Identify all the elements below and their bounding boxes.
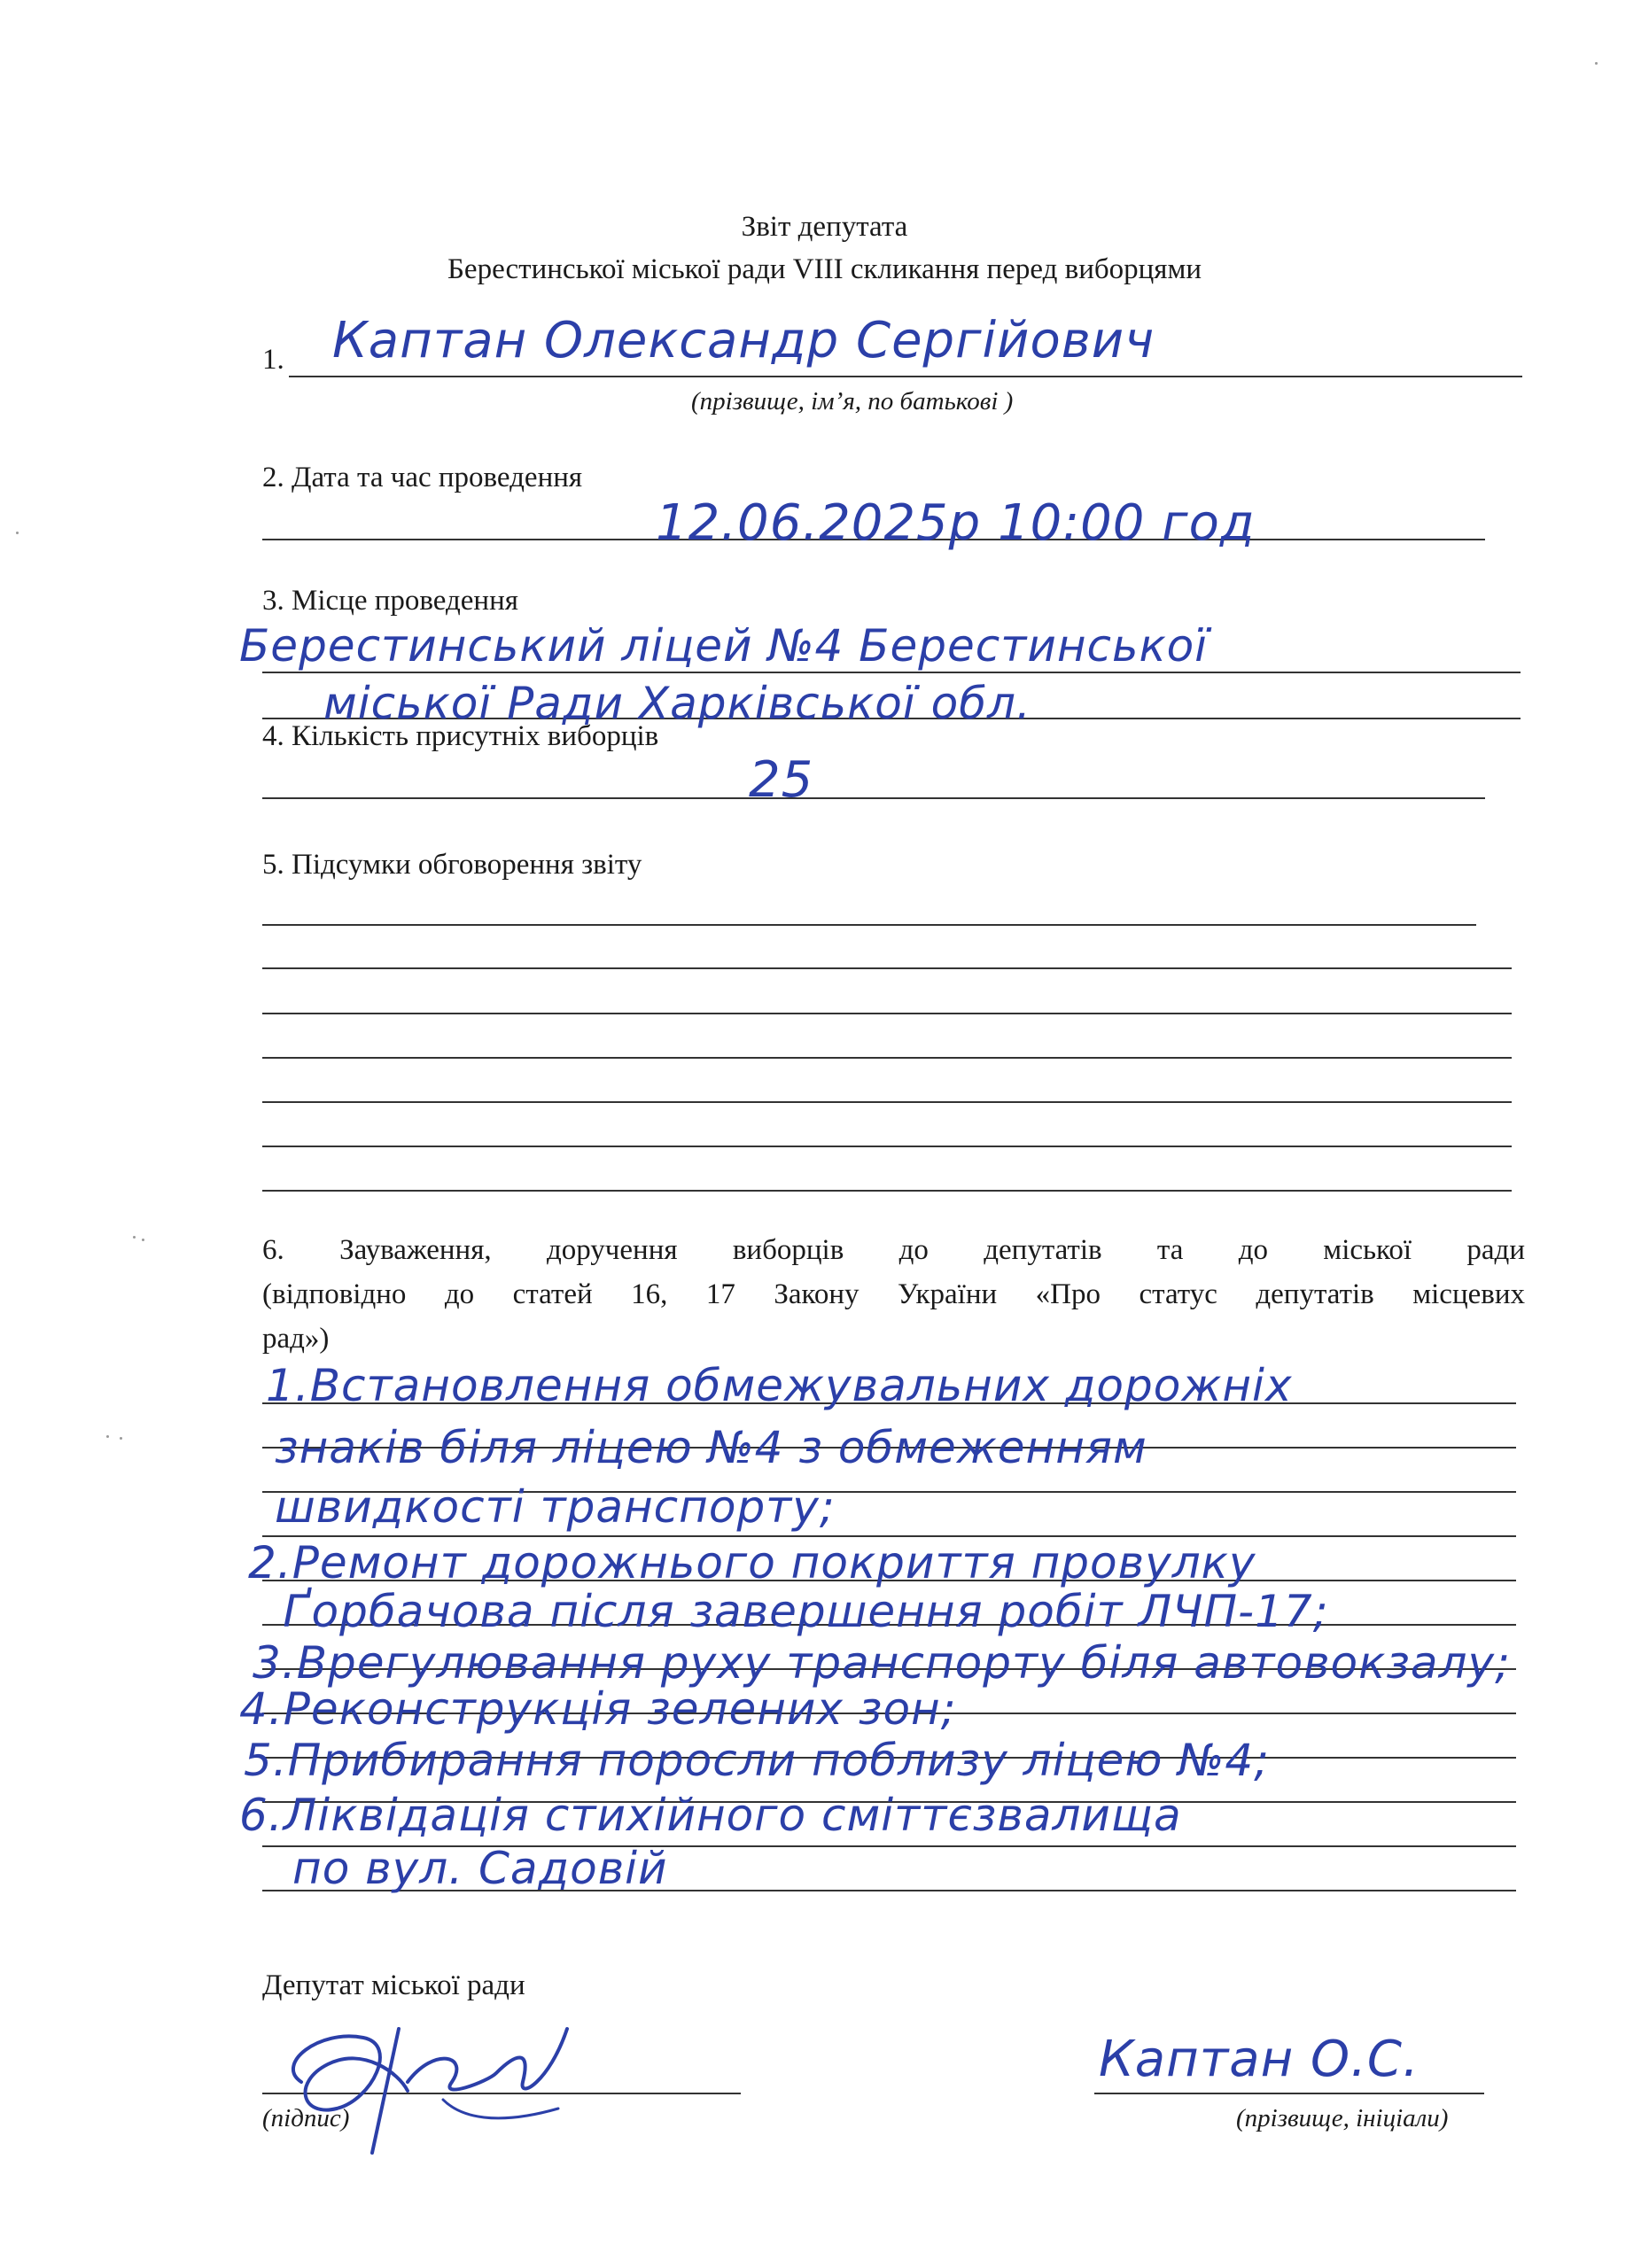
document-subtitle: Берестинської міської ради VIII скликання перед виборцями [447,253,1202,285]
remark-line: 3.Врегулювання руху транспорту біля автовокзалу; [253,1637,1511,1689]
place-handwritten-line1: Берестинський ліцей №4 Берестинської [239,620,1209,672]
item5-line-3 [262,1013,1512,1014]
item5-line-4 [262,1057,1512,1059]
item1-caption: (прізвище, ім’я, по батькові ) [691,387,1014,416]
remark-line: 2.Ремонт дорожнього покриття провулку [248,1537,1256,1588]
name-caption: (прізвище, ініціали) [1236,2104,1449,2132]
date-time-handwritten: 12.06.2025р 10:00 год [656,494,1256,552]
item1-line [289,376,1522,377]
place-handwritten-line2: міської Ради Харківської обл. [323,678,1031,729]
signature-scribble [266,1976,585,2162]
scan-speck [133,1236,136,1239]
item6-label-line1: 6. Зауваження, доручення виборців до депутатів та до міської ради [262,1234,1525,1266]
remark-line: знаків біля ліцею №4 з обмеженням [275,1422,1147,1473]
remark-line: 5.Прибирання поросли поблизу ліцею №4; [244,1735,1270,1786]
item5-line-5 [262,1101,1512,1103]
item4-line [262,797,1485,799]
item6-label-line3: рад») [262,1323,330,1355]
item6-label-line2: (відповідно до статей 16, 17 Закону України «Про статус депутатів місцевих [262,1278,1525,1310]
signature-caption: (підпис) [262,2104,350,2132]
remark-line: 1.Встановлення обмежувальних дорожніх [266,1360,1293,1411]
item5-line-2 [262,967,1512,969]
scan-speck [16,532,19,534]
remark-line: швидкості транспорту; [275,1481,836,1533]
deputy-initials-handwritten: Каптан О.С. [1099,2031,1420,2088]
scan-speck [142,1239,144,1241]
item5-line-7 [262,1190,1512,1192]
name-line [1094,2093,1484,2094]
scan-speck [120,1437,122,1440]
remark-line: 4.Реконструкція зелених зон; [239,1683,957,1735]
signature-label: Депутат міської ради [262,1969,525,2001]
item5-line-1 [262,924,1476,926]
scan-speck [1595,62,1598,65]
item3-line-1 [262,672,1521,673]
scan-speck [106,1435,109,1438]
voters-count-handwritten: 25 [749,751,814,809]
item3-label: 3. Місце проведення [262,585,518,617]
remark-line: по вул. Садовій [292,1843,668,1894]
item5-label: 5. Підсумки обговорення звіту [262,849,642,881]
remark-line: Ґорбачова після завершення робіт ЛЧП-17; [284,1586,1329,1637]
item1-number: 1. [262,344,284,376]
document-title: Звіт депутата [741,211,908,243]
remark-line: 6.Ліквідація стихійного сміттєзвалища [239,1790,1182,1841]
item2-label: 2. Дата та час проведення [262,462,583,493]
item4-label: 4. Кількість присутніх виборців [262,720,659,752]
deputy-name-handwritten: Каптан Олександр Сергійович [332,312,1155,369]
item5-line-6 [262,1146,1512,1147]
